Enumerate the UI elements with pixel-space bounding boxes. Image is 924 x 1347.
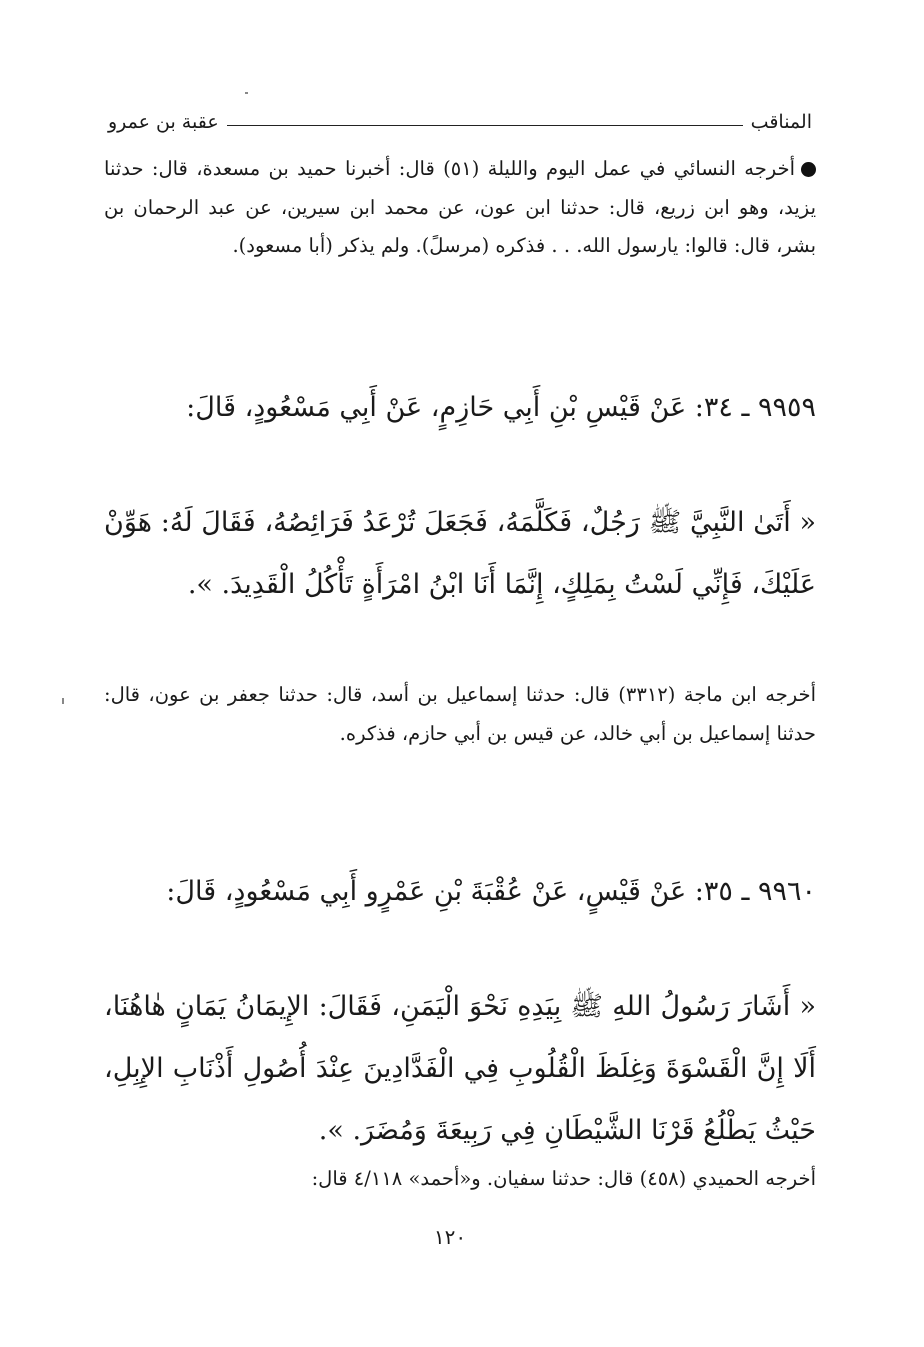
hadith-9960-text: « أَشَارَ رَسُولُ اللهِ ﷺ بِيَدِهِ نَحْوَ الْيَمَنِ، فَقَالَ: الإِيمَانُ يَمَانٍ هٰاهُنَا، أَلَا إِنَّ الْقَسْوَةَ وَغِلَظَ الْقُلُوبِ فِي الْفَدَّادِينَ عِنْدَ أُصُولِ أَذْنَابِ الإِبِلِ، حَيْثُ يَطْلُعُ قَرْنَا الشَّيْطَانِ فِي رَبِيعَةَ وَمُضَرَ. ».	[104, 991, 816, 1146]
scan-speck	[245, 92, 248, 94]
page-number: ١٢٠	[433, 1225, 467, 1249]
scan-speck	[62, 698, 64, 704]
hadith-9960-heading: ٩٩٦٠ ـ ٣٥: عَنْ قَيْسٍ، عَنْ عُقْبَةَ بْنِ عَمْرٍو أَبِي مَسْعُودٍ، قَالَ:	[166, 876, 816, 907]
hadith-9959-heading: ٩٩٥٩ ـ ٣٤: عَنْ قَيْسِ بْنِ أَبِي حَازِمٍ، عَنْ أَبِي مَسْعُودٍ، قَالَ:	[186, 392, 816, 423]
footnote-nasai-text: أخرجه النسائي في عمل اليوم والليلة (٥١) قال: أخبرنا حميد بن مسعدة، قال: حدثنا يزيد، وهو ابن زريع، قال: حدثنا ابن عون، عن محمد ابن سيرين، عن عبد الرحمان بن بشر، قال: قالوا: يارسول الله. . . فذكره (مرسلً). ولم يذكر (أبا مسعود).	[104, 157, 816, 257]
bullet-icon	[801, 162, 816, 177]
footnote-humaidi: أخرجه الحميدي (٤٥٨) قال: حدثنا سفيان. و«أحمد» ٤/١١٨ قال:	[311, 1167, 816, 1190]
running-header	[108, 108, 812, 136]
header-section-title: المناقب	[750, 111, 812, 133]
footnote-ibn-majah: أخرجه ابن ماجة (٣٣١٢) قال: حدثنا إسماعيل بن أسد، قال: حدثنا جعفر بن عون، قال: حدثنا إسماعيل بن أبي خالد، عن قيس بن أبي حازم، فذكره.	[104, 683, 817, 745]
header-chapter-title: عقبة بن عمرو	[108, 111, 219, 133]
header-rule	[227, 125, 743, 126]
hadith-9959-text: « أَتَىٰ النَّبِيَّ ﷺ رَجُلٌ، فَكَلَّمَهُ، فَجَعَلَ تُرْعَدُ فَرَائِصُهُ، فَقَالَ لَهُ: هَوِّنْ عَلَيْكَ، فَإِنِّي لَسْتُ بِمَلِكٍ، إِنَّمَا أَنَا ابْنُ امْرَأَةٍ تَأْكُلُ الْقَدِيدَ. ».	[104, 507, 816, 600]
footnote-nasai	[104, 150, 816, 266]
